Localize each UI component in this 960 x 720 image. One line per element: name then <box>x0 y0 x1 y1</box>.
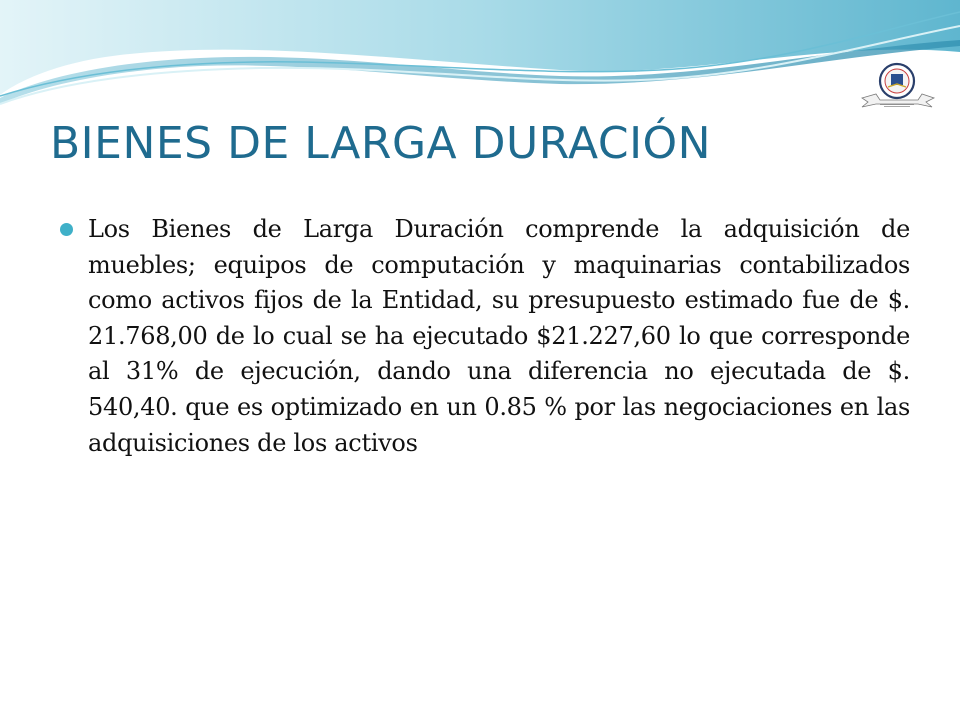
slide-title: BIENES DE LARGA DURACIÓN <box>50 118 712 169</box>
bullet-item <box>58 212 910 461</box>
header-wave-decoration <box>0 0 960 120</box>
bullet-text: Los Bienes de Larga Duración comprende la adquisición de muebles; equipos de computación y maquinarias contabilizados como activos fijos de la Entidad, su presupuesto estimado fue de $. 21.768,00 de lo cual se ha ejecutado $21.227,60 lo que corresponde al 31% de ejecución, dando una diferencia no ejecutada de $. 540,40. que es optimizado en un 0.85 % por las negociaciones en las adquisiciones de los activos <box>88 215 910 457</box>
bullet-list <box>58 212 910 461</box>
bullet-dot-icon <box>60 223 73 236</box>
institution-seal-icon <box>858 60 936 116</box>
